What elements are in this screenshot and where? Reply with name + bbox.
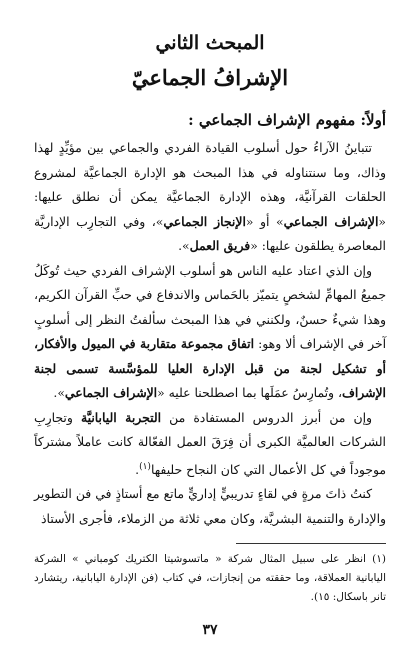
page-number: ٣٧: [202, 622, 218, 638]
subsection-heading: أولاً: مفهوم الإشراف الجماعي :: [188, 111, 386, 129]
footnote-separator: [236, 543, 386, 544]
paragraph-1-text-d: »، وفي التجارِب الإداريَّة المعاصرة يطلقون عليها: «: [34, 213, 386, 253]
footnote-marker: (١): [139, 461, 151, 472]
footnote: (١) انظر على سبيل المثال شركة « ماتسوشيتا الكتريك كومباني » الشركة اليابانية العملاقة، وما حققته من إنجازات، في كتاب (فن الإدارة اليابانية، ريتشارد تانر باسكال: ١٥).: [34, 553, 386, 604]
paragraph-2: [34, 259, 386, 406]
paragraph-1-text-a: تتباينُ الآراءُ حول أسلوب القيادة الفردي والجماعي بين مؤيِّدٍ لهذا وذاك، وما سنتناوله في هذا المبحث هو الإدارة الجماعيَّة لمشروع الحلقات القرآنيَّة، وهذه الإدارة الجماعيَّة يمكن أن نطلق عليها: «: [34, 140, 386, 229]
term-collective-supervision: الإشراف الجماعي: [283, 213, 379, 229]
paragraph-3-text-c: وتجارِبِ الشركات العالميَّة الكبرى أن فِرَقَ العمل الفعّالة كانت عاملاً مشتركاً موجوداً في كل الأعمال التي كان النجاح حليفها: [34, 409, 386, 477]
paragraph-2-text-d: ».: [53, 385, 65, 400]
paragraph-2-bold-definition: اتفاق مجموعة متقاربة في الميول والأفكار، أو تشكيل لجنة من قبل الإدارة العليا للمؤسَّسة تسمى لجنة الإشراف: [34, 336, 386, 400]
paragraph-3: [34, 406, 386, 483]
paragraph-3-text-d: .: [135, 461, 140, 477]
paragraph-2-bold-term: الإشراف الجماعي: [64, 385, 158, 400]
paragraph-3-text-a: وإن من أبرز الدروس المستفادة من: [161, 409, 372, 425]
term-work-team: فريق العمل: [189, 238, 251, 253]
paragraph-1-text-e: ».: [178, 238, 190, 253]
paragraph-2-text-a: وإن الذي اعتاد عليه الناس هو أسلوب الإشراف الفردي حيث تُوكَلُ جميعُ المهامِّ لشخصٍ يتميّز بالحَماس والاندفاع في حبِّ القرآن الكريم، وهذا شيءٌ حسنٌ، ولكنني في هذا المبحث سألفتُ النظر إلى أسلوبٍ آخر في الإشراف ألا وهو:: [34, 262, 387, 351]
paragraph-1: [34, 136, 386, 259]
paragraph-1-text-c: » أو «: [245, 213, 284, 229]
term-collective-achievement: الإنجاز الجماعي: [163, 213, 246, 229]
term-japanese-experience: التجربة اليابانيَّة: [80, 409, 162, 425]
section-title: الإشرافُ الجماعيّ: [131, 65, 289, 90]
paragraph-4: كنتُ ذاتَ مرةٍ في لقاءٍ تدريبيٍّ إداريٍّ ماتع مع أستاذٍ في فن التطوير والإدارة والتنمية البشريَّة، وكان معي ثلاثة من الزملاء، فأجرى الأستاذ: [34, 486, 386, 526]
paragraph-2-text-c: ، وتُمارِسُ عمَلَها بما اصطلحنا عليه «: [157, 385, 342, 400]
chapter-title: المبحث الثاني: [155, 32, 265, 54]
